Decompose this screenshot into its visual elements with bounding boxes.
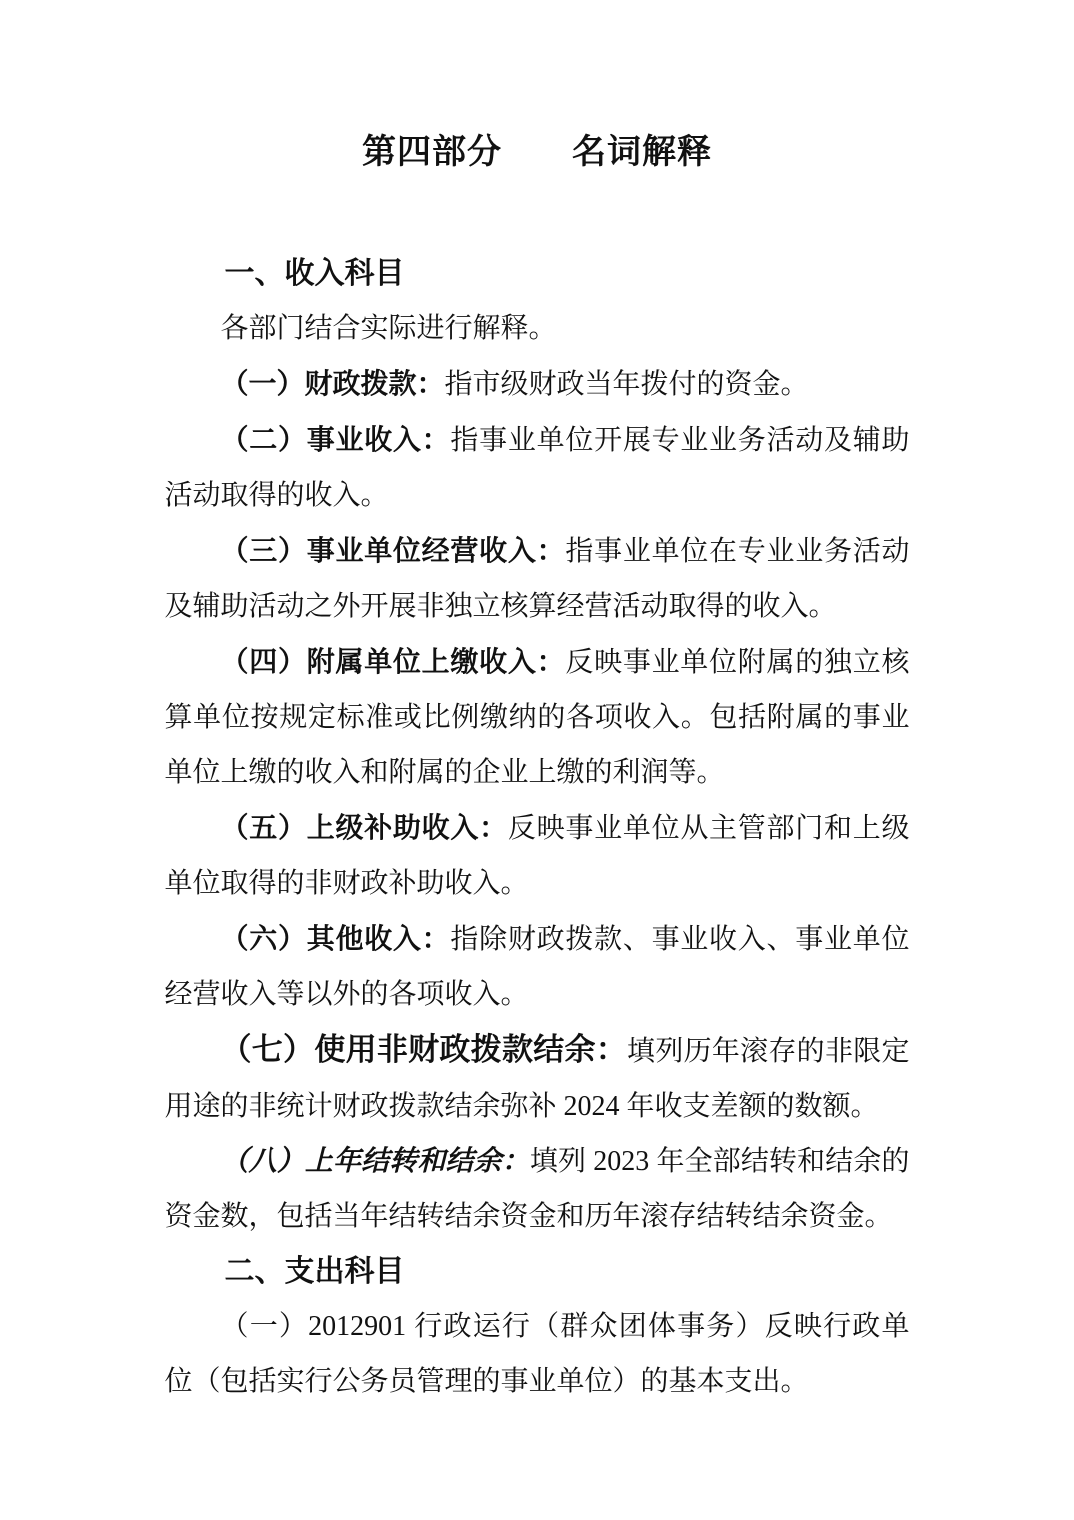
term-definition: 反映事业单位从主管部门和上级单位取得的非财政补助收入。 [164, 813, 910, 899]
intro-text: 各部门结合实际进行解释。 [220, 313, 557, 344]
term-definition: 指事业单位在专业业务活动及辅助活动之外开展非独立核算经营活动取得的收入。 [164, 536, 910, 622]
term-item-2 [165, 412, 910, 523]
term-item-5 [165, 800, 910, 911]
expenditure-definition: （一）2012901 行政运行（群众团体事务）反映行政单位（包括实行公务员管理的事业单位）的基本支出。 [164, 1311, 910, 1397]
expenditure-item-1 [165, 1299, 910, 1409]
term-item-8 [165, 1134, 910, 1244]
section-heading-income: 一、收入科目 [224, 257, 405, 290]
section-heading-expenditure: 二、支出科目 [224, 1255, 405, 1288]
term-definition: 指除财政拨款、事业收入、事业单位经营收入等以外的各项收入。 [164, 924, 910, 1010]
page-title: 第四部分 名词解释 [362, 133, 712, 171]
term-label-subsidiary-remittance: （四）附属单位上缴收入： [220, 646, 566, 677]
term-label-other-income: （六）其他收入： [220, 923, 451, 954]
document-body [165, 246, 910, 1409]
term-label-non-fiscal-balance: （七）使用非财政拨款结余： [220, 1032, 628, 1067]
term-item-6 [165, 911, 910, 1022]
term-item-4 [165, 634, 910, 800]
term-label-fiscal-appropriation: （一）财政拨款： [220, 368, 445, 399]
term-item-1 [165, 356, 910, 412]
term-item-3 [165, 523, 910, 634]
intro-paragraph [165, 301, 910, 356]
term-definition: 反映事业单位附属的独立核算单位按规定标准或比例缴纳的各项收入。包括附属的事业单位上缴的收入和附属的企业上缴的利润等。 [164, 647, 910, 788]
term-label-carryover-balance: （八）上年结转和结余： [220, 1146, 530, 1177]
term-label-superior-subsidy-income: （五）上级补助收入： [220, 812, 508, 843]
term-definition: 填列 2023 年全部结转和结余的资金数，包括当年结转结余资金和历年滚存结转结余资金。 [164, 1146, 910, 1232]
term-item-7 [165, 1022, 910, 1134]
term-definition: 填列历年滚存的非限定用途的非统计财政拨款结余弥补 2024 年收支差额的数额。 [164, 1036, 910, 1122]
term-definition: 指市级财政当年拨付的资金。 [444, 369, 809, 400]
term-definition: 指事业单位开展专业业务活动及辅助活动取得的收入。 [164, 425, 910, 511]
term-label-operating-income: （二）事业收入： [220, 424, 451, 455]
term-label-business-operating-income: （三）事业单位经营收入： [220, 535, 566, 566]
